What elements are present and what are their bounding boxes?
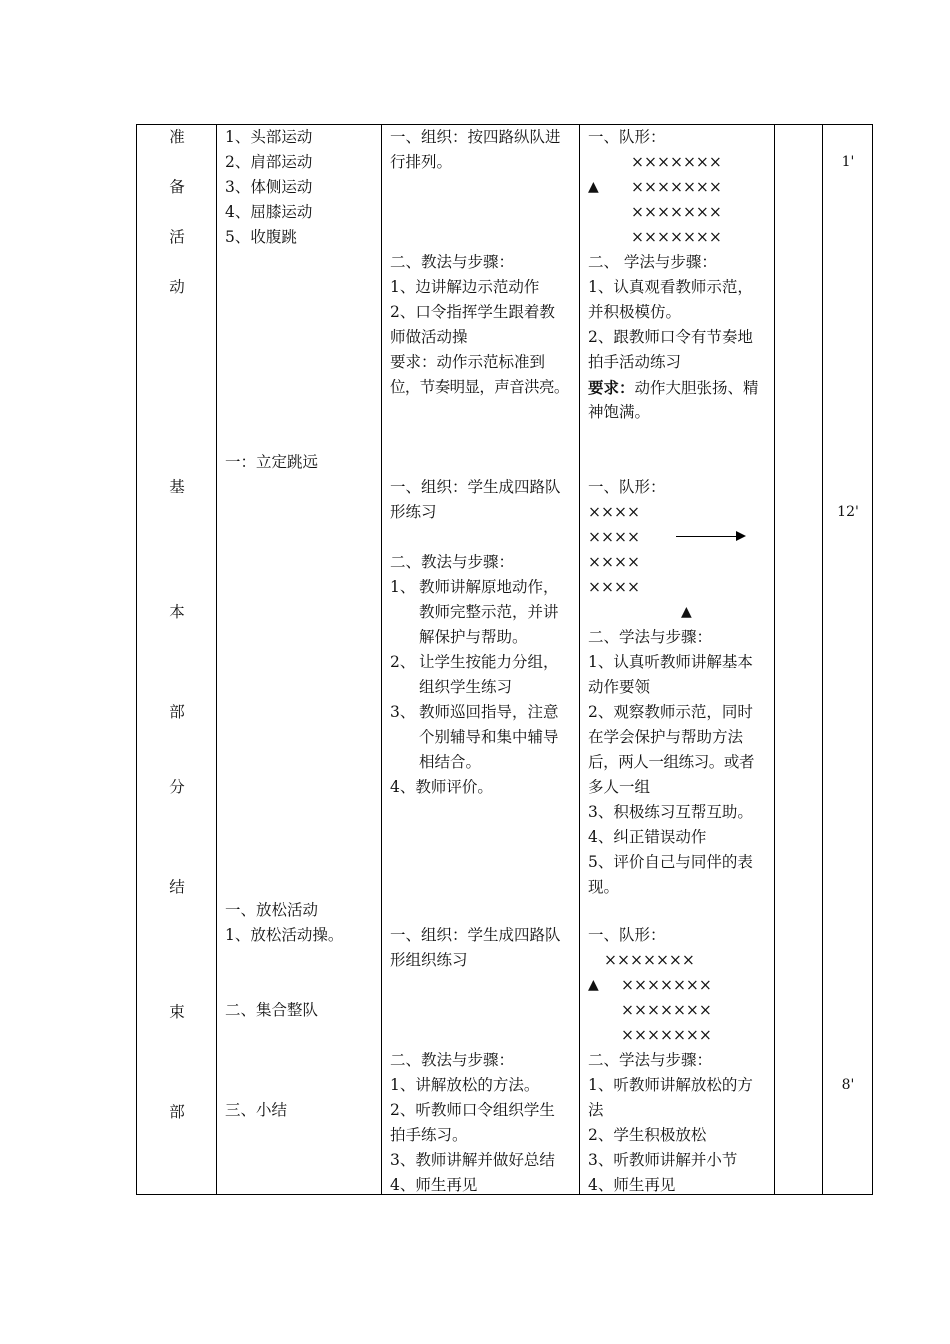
student-text: 3、积极练习互帮互助。 [588, 803, 753, 821]
section-char: 束 [169, 1003, 185, 1021]
student-text: 二、 学法与步骤： [588, 253, 717, 271]
student-text: 2、观察教师示范，同时 [588, 703, 753, 721]
teacher-text: 教师完整示范，并讲 [419, 603, 559, 621]
section-char: 部 [169, 1103, 185, 1121]
content-item: 4、屈膝运动 [225, 203, 313, 221]
formation-row: ××××××× [631, 228, 722, 246]
student-requirement [588, 375, 759, 401]
formation-row: ××××××× [604, 951, 695, 969]
formation-row: ×××× [588, 528, 640, 546]
student-text: 神饱满。 [588, 403, 651, 421]
teacher-item-number: 1、 [390, 578, 416, 596]
formation-row: ××××××× [631, 153, 722, 171]
teacher-text: 1、讲解放松的方法。 [390, 1076, 540, 1094]
lesson-plan-table [136, 124, 873, 1195]
teacher-text: 个别辅导和集中辅导 [419, 728, 559, 746]
time-value: 8' [841, 1077, 855, 1093]
teacher-text: 二、教法与步骤： [390, 1051, 515, 1069]
direction-arrow-icon [676, 536, 744, 537]
requirement-text: 动作大胆张扬、精 [634, 379, 759, 397]
content-item: 3、体侧运动 [225, 178, 313, 196]
content-item: 1、头部运动 [225, 128, 313, 146]
formation-row: ×××× [588, 503, 640, 521]
section-char: 动 [169, 278, 185, 296]
formation-row: ××××××× [621, 976, 712, 994]
student-text: 1、认真听教师讲解基本 [588, 653, 753, 671]
section-char: 基 [169, 478, 185, 496]
student-text: 多人一组 [588, 778, 651, 796]
content-item: 一、放松活动 [225, 901, 319, 919]
content-item: 5、收腹跳 [225, 228, 297, 246]
formation-row: ××××××× [631, 178, 722, 196]
teacher-text: 二、教法与步骤： [390, 553, 515, 571]
time-value: 1' [841, 154, 855, 170]
formation-row: ××××××× [621, 1026, 712, 1044]
teacher-text: 师做活动操 [390, 328, 468, 346]
teacher-item-number: 2、 [390, 653, 416, 671]
teacher-text: 组织学生练习 [419, 678, 513, 696]
formation-row: ×××× [588, 578, 640, 596]
teacher-position-icon: ▲ [588, 977, 599, 993]
teacher-text: 形练习 [390, 503, 437, 521]
student-text: 一、队形： [588, 478, 666, 496]
teacher-text: 形组织练习 [390, 951, 468, 969]
teacher-text: 一、组织：学生成四路队 [390, 478, 561, 496]
student-text: 后，两人一组练习。或者 [588, 753, 755, 771]
student-text: 二、学法与步骤： [588, 1051, 713, 1069]
teacher-text: 一、组织：学生成四路队 [390, 926, 561, 944]
section-char: 分 [169, 778, 185, 796]
student-text: 4、纠正错误动作 [588, 828, 707, 846]
teacher-text: 行排列。 [390, 153, 453, 171]
teacher-text: 1、边讲解边示范动作 [390, 278, 540, 296]
teacher-text: 要求：动作示范标准到 [390, 353, 546, 371]
teacher-text: 位，节奏明显，声音洪亮。 [390, 378, 569, 396]
student-text: 一、队形： [588, 926, 666, 944]
content-item: 2、肩部运动 [225, 153, 313, 171]
teacher-item-number: 3、 [390, 703, 416, 721]
teacher-text: 让学生按能力分组， [419, 653, 559, 671]
formation-row: ××××××× [621, 1001, 712, 1019]
student-text: 3、听教师讲解并小节 [588, 1151, 738, 1169]
student-text: 5、评价自己与同伴的表 [588, 853, 753, 871]
student-text: 二、学法与步骤： [588, 628, 713, 646]
time-value: 12' [837, 504, 859, 520]
student-text: 法 [588, 1101, 604, 1119]
content-item: 一：立定跳远 [225, 453, 319, 471]
section-char: 活 [169, 228, 185, 246]
section-char: 准 [169, 128, 185, 146]
column-divider [381, 125, 382, 1194]
teacher-text: 4、师生再见 [390, 1176, 478, 1194]
column-divider [579, 125, 580, 1194]
content-item: 二、集合整队 [225, 1001, 319, 1019]
teacher-position-icon: ▲ [681, 604, 692, 620]
student-text: 2、学生积极放松 [588, 1126, 707, 1144]
student-text: 一、队形： [588, 128, 666, 146]
teacher-text: 2、听教师口令组织学生 [390, 1101, 555, 1119]
student-text: 并积极模仿。 [588, 303, 682, 321]
section-char: 本 [169, 603, 185, 621]
student-text: 4、师生再见 [588, 1176, 676, 1194]
teacher-text: 2、口令指挥学生跟着教 [390, 303, 555, 321]
content-item: 1、放松活动操。 [225, 926, 344, 944]
requirement-label: 要求： [588, 378, 635, 397]
student-text: 在学会保护与帮助方法 [588, 728, 744, 746]
section-char: 部 [169, 703, 185, 721]
column-divider [774, 125, 775, 1194]
teacher-text: 教师讲解原地动作， [419, 578, 559, 596]
student-text: 动作要领 [588, 678, 651, 696]
teacher-text: 一、组织：按四路纵队进 [390, 128, 561, 146]
teacher-text: 4、教师评价。 [390, 778, 493, 796]
student-text: 拍手活动练习 [588, 353, 682, 371]
teacher-text: 3、教师讲解并做好总结 [390, 1151, 555, 1169]
student-text: 1、认真观看教师示范， [588, 278, 753, 296]
teacher-text: 二、教法与步骤： [390, 253, 515, 271]
formation-row: ×××× [588, 553, 640, 571]
column-divider [822, 125, 823, 1194]
student-text: 2、跟教师口令有节奏地 [588, 328, 753, 346]
teacher-text: 解保护与帮助。 [419, 628, 528, 646]
section-char: 结 [169, 878, 185, 896]
teacher-text: 教师巡回指导，注意 [419, 703, 559, 721]
teacher-text: 相结合。 [419, 753, 482, 771]
student-text: 1、听教师讲解放松的方 [588, 1076, 753, 1094]
teacher-text: 拍手练习。 [390, 1126, 468, 1144]
teacher-position-icon: ▲ [588, 179, 599, 195]
formation-row: ××××××× [631, 203, 722, 221]
student-text: 现。 [588, 878, 620, 896]
section-char: 备 [169, 178, 185, 196]
content-item: 三、小结 [225, 1101, 288, 1119]
